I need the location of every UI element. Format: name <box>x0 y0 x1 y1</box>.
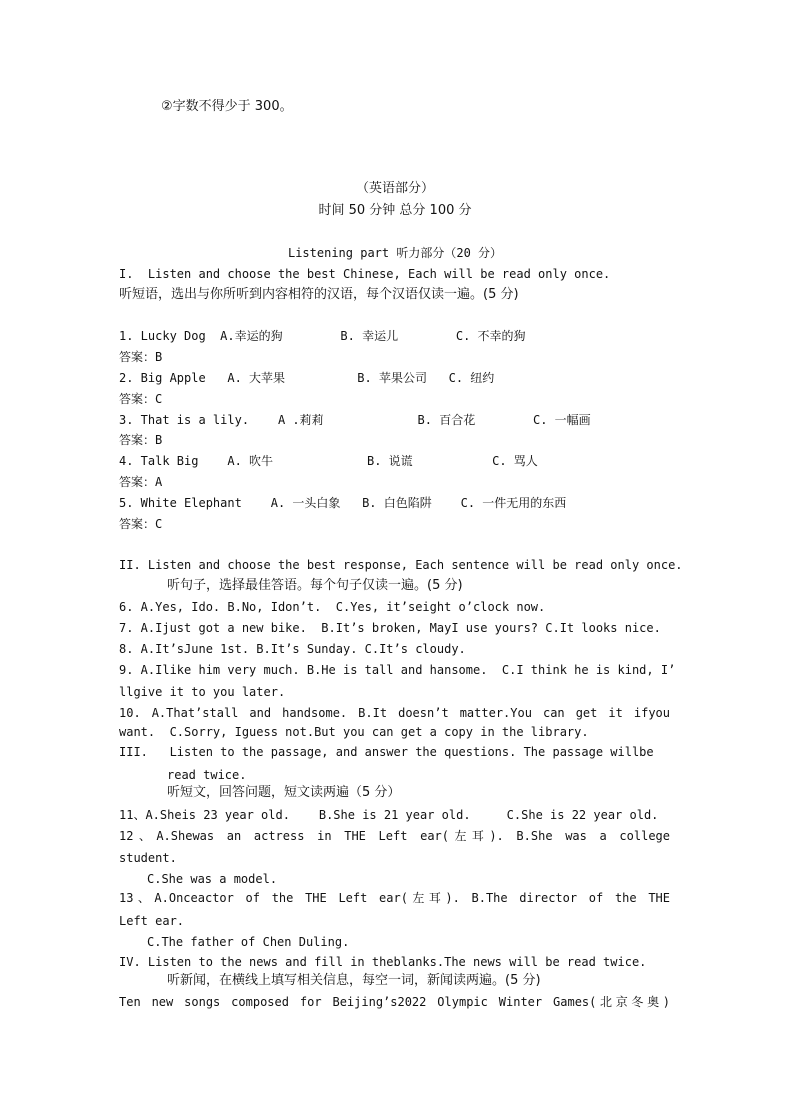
answer-3: 答案：B <box>119 433 163 447</box>
question-12-line1: 12、A.Shewas an actress in THE Left ear(左耳). B.She was a college <box>119 829 670 843</box>
answer-1: 答案：B <box>119 350 163 364</box>
question-7: 7. A.Ijust got a new bike. B.It’s broken, MayI use yours? C.It looks nice. <box>119 621 661 635</box>
answer-2: 答案：C <box>119 392 163 406</box>
question-4: 4. Talk Big A. 吹牛 B. 说谎 C. 骂人 <box>119 454 538 468</box>
question-12-line3: C.She was a model. <box>147 872 278 886</box>
question-11: 11、A.Sheis 23 year old. B.She is 21 year old. C.She is 22 year old. <box>119 808 659 822</box>
answer-4: 答案：A <box>119 475 163 489</box>
part1-heading-en: I. Listen and choose the best Chinese, Each will be read only once. <box>119 267 611 281</box>
question-10-line2: want. C.Sorry, Iguess not.But you can get a copy in the library. <box>119 725 589 739</box>
question-5: 5. White Elephant A. 一头白象 B. 白色陷阱 C. 一件无用的东西 <box>119 496 567 510</box>
question-13-line1: 13、A.Onceactor of the THE Left ear(左耳). B.The director of the THE <box>119 891 670 905</box>
section-info: 时间 50 分钟 总分 100 分 <box>318 203 472 218</box>
question-13-line3: C.The father of Chen Duling. <box>147 935 350 949</box>
part3-heading-en-line1: III. Listen to the passage, and answer the questions. The passage willbe <box>119 745 654 759</box>
answer-5: 答案：C <box>119 517 163 531</box>
question-8: 8. A.It’sJune 1st. B.It’s Sunday. C.It’s cloudy. <box>119 642 466 656</box>
part2-heading-en: II. Listen and choose the best response, Each sentence will be read only once. <box>119 558 683 572</box>
part4-heading-cn: 听新闻，在横线上填写相关信息，每空一词，新闻读两遍。(5 分) <box>167 973 541 988</box>
question-1: 1. Lucky Dog A.幸运的狗 B. 幸运儿 C. 不幸的狗 <box>119 329 526 343</box>
part4-heading-en: IV. Listen to the news and fill in theblanks.The news will be read twice. <box>119 955 647 969</box>
question-6: 6. A.Yes, Ido. B.No, Idon’t. C.Yes, it’seight o’clock now. <box>119 600 546 614</box>
question-2: 2. Big Apple A. 大苹果 B. 苹果公司 C. 纽约 <box>119 371 495 385</box>
top-note: ②字数不得少于 300。 <box>161 99 293 114</box>
question-9-line1: 9. A.Ilike him very much. B.He is tall and hansome. C.I think he is kind, I’ <box>119 663 676 677</box>
part2-heading-cn: 听句子，选择最佳答语。每个句子仅读一遍。(5 分) <box>167 578 463 593</box>
section-title: （英语部分） <box>355 181 434 196</box>
question-13-line2: Left ear. <box>119 914 185 928</box>
part4-line1: Ten new songs composed for Beijing’s2022 Olympic Winter Games(北京冬奥) <box>119 995 670 1009</box>
listening-title: Listening part 听力部分（20 分） <box>287 246 503 260</box>
question-9-line2: llgive it to you later. <box>119 685 286 699</box>
question-3: 3. That is a lily. A .莉莉 B. 百合花 C. 一幅画 <box>119 413 591 427</box>
part1-heading-cn: 听短语，选出与你所听到内容相符的汉语，每个汉语仅读一遍。(5 分) <box>119 287 519 302</box>
part3-heading-en-line2: read twice. <box>167 768 247 782</box>
part3-heading-cn: 听短文，回答问题，短文读两遍（5 分） <box>167 785 401 800</box>
question-12-line2: student. <box>119 851 177 865</box>
question-10-line1: 10. A.That’stall and handsome. B.It doesn’t matter.You can get it ifyou <box>119 706 670 720</box>
